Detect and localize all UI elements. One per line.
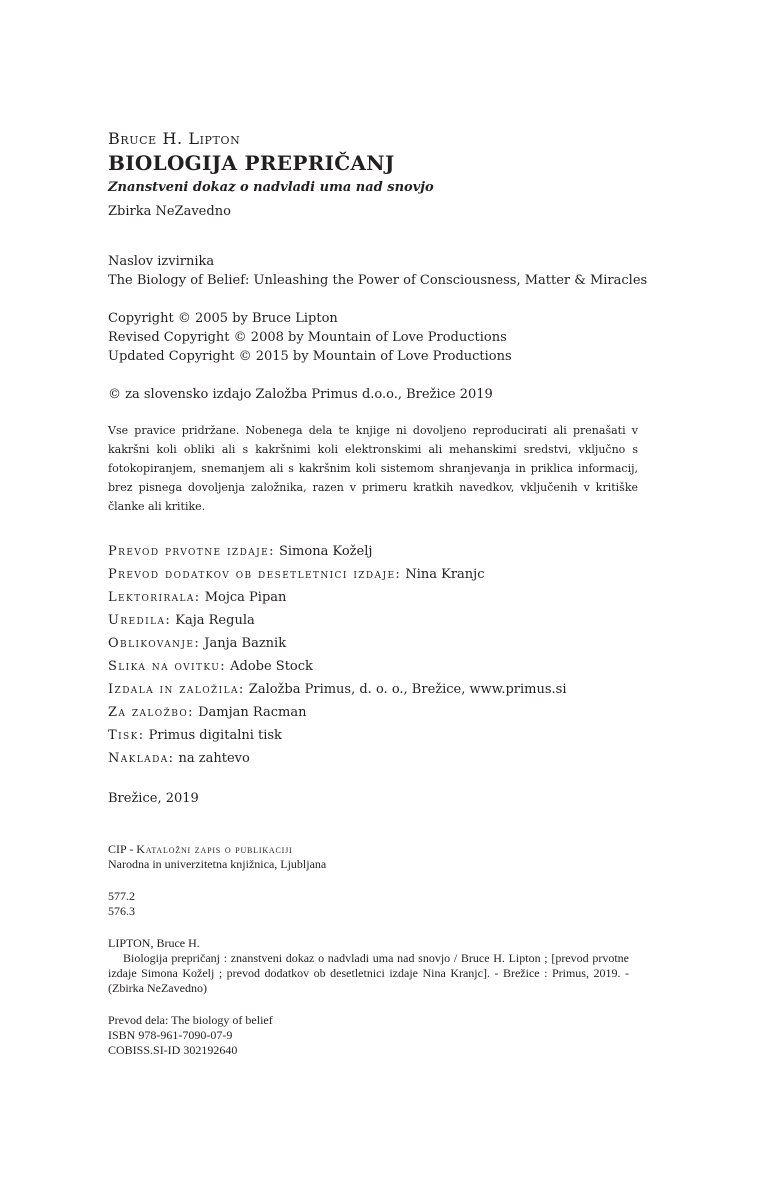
- credit-role: Uredila:: [108, 613, 172, 628]
- credit-role: Naklada:: [108, 751, 175, 766]
- book-title: BIOLOGIJA PREPRIČANJ: [108, 151, 395, 175]
- credit-value: Založba Primus, d. o. o., Brežice, www.primus.si: [244, 682, 567, 697]
- cip-translation-of: Prevod dela: The biology of belief: [108, 1013, 273, 1027]
- series-name: Zbirka NeZavedno: [108, 204, 231, 219]
- original-title-label: Naslov izvirnika: [108, 254, 215, 269]
- credit-role: Za založbo:: [108, 705, 194, 720]
- cip-record: [108, 842, 648, 1058]
- credit-role: Lektorirala:: [108, 590, 201, 605]
- credit-value: Damjan Racman: [193, 705, 307, 720]
- credit-value: na zahtevo: [174, 751, 250, 766]
- cip-udk: [108, 889, 648, 919]
- credit-publisher: [108, 678, 648, 701]
- cip-entry: [108, 936, 648, 996]
- credit-value: Mojca Pipan: [200, 590, 287, 605]
- slovenian-copyright: [108, 385, 648, 404]
- cip-entry-body: Biologija prepričanj : znanstveni dokaz o nadvladi uma nad snovjo / Bruce H. Lipton ; [prevod prvotne izdaje Simona Koželj ; prevod dodatkov ob desetletnici izdaje Nina Kranjc]. - Brežice : Primus, 2019. - (Zbirka NeZavedno): [108, 951, 629, 995]
- book-subtitle: Znanstveni dokaz o nadvladi uma nad snovjo: [108, 180, 434, 195]
- author-name: Bruce H. Lipton: [108, 129, 241, 148]
- credit-value: Adobe Stock: [225, 659, 313, 674]
- cip-cobiss: COBISS.SI-ID 302192640: [108, 1043, 238, 1057]
- cip-udk-code: 576.3: [108, 904, 135, 918]
- credit-proofreading: [108, 586, 648, 609]
- cip-isbn: ISBN 978-961-7090-07-9: [108, 1028, 233, 1042]
- original-title-block: [108, 252, 648, 290]
- credit-value: Kaja Regula: [171, 613, 255, 628]
- rights-notice: Vse pravice pridržane. Nobenega dela te knjige ni dovoljeno reproducirati ali prenašati v kakršni koli obliki ali s kakršnimi koli elektronskimi ali mehanskimi sredstvi, vključno s fotokopiranjem, snemanjem ali s kakršnim koli sistemom shranjevanja in priklica informacij, brez pisnega dovoljenja založnika, razen v primeru kratkih navedkov, vključenih v kritiške članke ali kritike.: [108, 424, 638, 513]
- credit-print: [108, 724, 648, 747]
- credit-role: Izdala in založila:: [108, 682, 245, 697]
- copyright-line: Updated Copyright © 2015 by Mountain of Love Productions: [108, 349, 512, 364]
- copyright-line: Copyright © 2005 by Bruce Lipton: [108, 311, 338, 326]
- cip-heading: [108, 842, 648, 857]
- credit-role: Oblikovanje:: [108, 636, 201, 651]
- credit-cover-image: [108, 655, 648, 678]
- credit-print-run: [108, 747, 648, 770]
- place-and-date: Brežice, 2019: [108, 791, 199, 806]
- credit-editor: [108, 609, 648, 632]
- copyright-page: [108, 128, 648, 1058]
- cip-heading-prefix: CIP -: [108, 842, 137, 856]
- credit-value: Primus digitalni tisk: [144, 728, 282, 743]
- credit-translation-additions: [108, 563, 648, 586]
- credit-role: Slika na ovitku:: [108, 659, 226, 674]
- credits-list: [108, 540, 648, 770]
- copyright-line: Revised Copyright © 2008 by Mountain of Love Productions: [108, 330, 507, 345]
- credit-role: Tisk:: [108, 728, 145, 743]
- copyright-block: [108, 309, 648, 366]
- cip-udk-code: 577.2: [108, 889, 135, 903]
- cip-heading-caps: Kataložni zapis o publikaciji: [136, 842, 293, 856]
- cip-library: Narodna in univerzitetna knjižnica, Ljubljana: [108, 857, 327, 871]
- credit-value: Janja Baznik: [200, 636, 287, 651]
- credit-role: Prevod prvotne izdaje:: [108, 544, 275, 559]
- credit-value: Simona Koželj: [274, 544, 373, 559]
- credit-for-publisher: [108, 701, 648, 724]
- credit-value: Nina Kranjc: [401, 567, 485, 582]
- cip-identifiers: [108, 1013, 648, 1058]
- credit-design: [108, 632, 648, 655]
- cip-entry-heading: LIPTON, Bruce H.: [108, 936, 200, 950]
- credit-translation-original: [108, 540, 648, 563]
- slovenian-copyright-line: © za slovensko izdajo Založba Primus d.o.o., Brežice 2019: [108, 387, 493, 402]
- credit-role: Prevod dodatkov ob desetletnici izdaje:: [108, 567, 402, 582]
- original-title: The Biology of Belief: Unleashing the Power of Consciousness, Matter & Miracles: [108, 273, 648, 288]
